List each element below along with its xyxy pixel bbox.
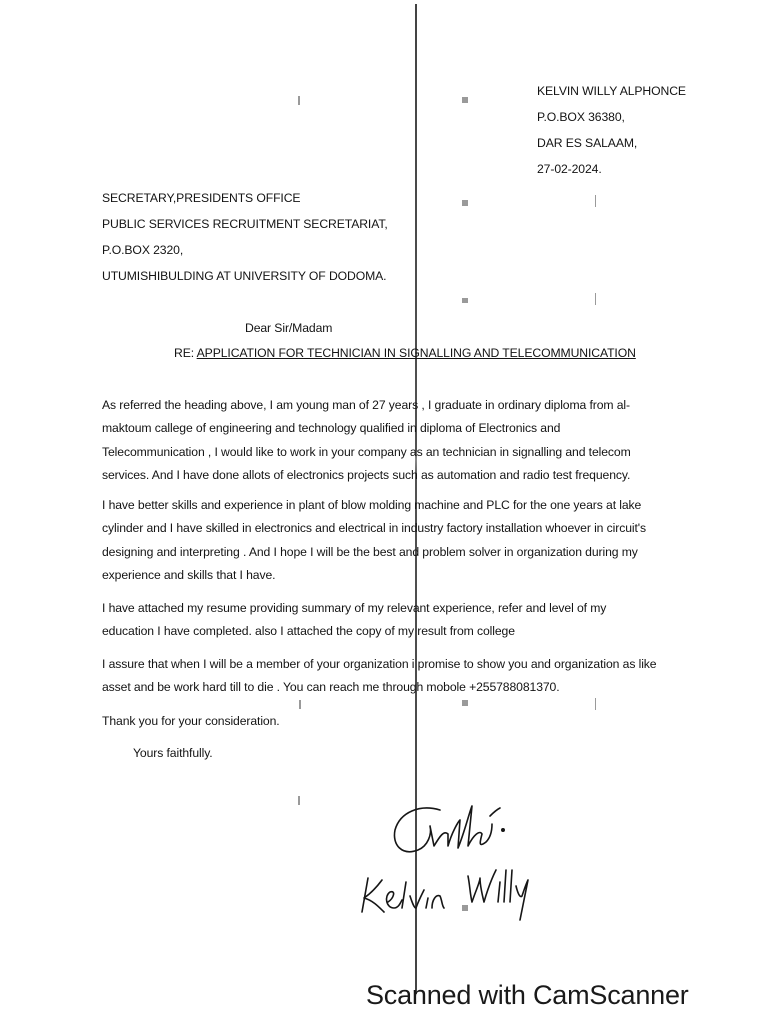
scan-speck	[595, 698, 596, 710]
paragraph-line: Telecommunication , I would like to work in your company as an technician in signalling and telecom	[102, 444, 631, 459]
closing-thanks: Thank you for your consideration.	[102, 714, 280, 728]
paragraph-line: maktoum callege of engineering and technology qualified in diploma of Electronics and	[102, 421, 561, 436]
closing-sign-off: Yours faithfully.	[133, 746, 213, 760]
paragraph-line: As referred the heading above, I am young man of 27 years , I graduate in ordinary diploma from al-	[102, 398, 630, 412]
scan-speck	[462, 200, 468, 206]
scan-speck	[462, 97, 468, 103]
sender-name: KELVIN WILLY ALPHONCE	[537, 84, 686, 98]
body-paragraph-3	[102, 597, 702, 644]
scan-speck	[462, 700, 468, 706]
paragraph-line: experience and skills that I have.	[102, 567, 276, 582]
paragraph-line: education I have completed. also I attached the copy of my result from college	[102, 624, 515, 639]
recipient-line-4: UTUMISHIBULDING AT UNIVERSITY OF DODOMA.	[102, 269, 387, 283]
paragraph-line: services. And I have done allots of electronics projects such as automation and radio test frequency.	[102, 467, 631, 482]
paragraph-line: cylinder and I have skilled in electronics and electrical in industry factory installation whoever in circuit's	[102, 521, 646, 536]
body-paragraph-4	[102, 653, 702, 700]
scan-speck	[595, 293, 596, 305]
body-paragraph-2	[102, 494, 702, 587]
camscanner-watermark: Scanned with CamScanner	[366, 980, 689, 1010]
paragraph-line: I have better skills and experience in plant of blow molding machine and PLC for the one years at lake	[102, 498, 642, 512]
sender-city: DAR ES SALAAM,	[537, 136, 638, 150]
re-subject: APPLICATION FOR TECHNICIAN IN SIGNALLING AND TELECOMMUNICATION	[196, 346, 636, 360]
scan-speck	[299, 700, 301, 709]
sender-pobox: P.O.BOX 36380,	[537, 110, 625, 124]
scan-speck	[595, 195, 596, 207]
body-paragraph-1	[102, 394, 702, 487]
paragraph-line: I have attached my resume providing summary of my relevant experience, refer and level of my	[102, 601, 607, 615]
letter-date: 27-02-2024.	[537, 162, 602, 176]
scan-speck	[462, 298, 468, 303]
recipient-line-2: PUBLIC SERVICES RECRUITMENT SECRETARIAT,	[102, 217, 388, 231]
paragraph-line: designing and interpreting . And I hope I will be the best and problem solver in organization during my	[102, 544, 638, 559]
handwritten-signature	[340, 790, 560, 930]
paragraph-line: asset and be work hard till to die . You can reach me through mobole +255788081370.	[102, 680, 560, 695]
recipient-line-3: P.O.BOX 2320,	[102, 243, 184, 257]
re-line	[174, 345, 636, 361]
paragraph-line: I assure that when I will be a member of your organization i promise to show you and organization as like	[102, 657, 657, 671]
scan-speck	[298, 796, 300, 805]
recipient-line-1: SECRETARY,PRESIDENTS OFFICE	[102, 191, 301, 205]
scan-speck	[298, 96, 300, 105]
salutation: Dear Sir/Madam	[245, 321, 333, 335]
re-prefix: RE:	[174, 346, 197, 360]
